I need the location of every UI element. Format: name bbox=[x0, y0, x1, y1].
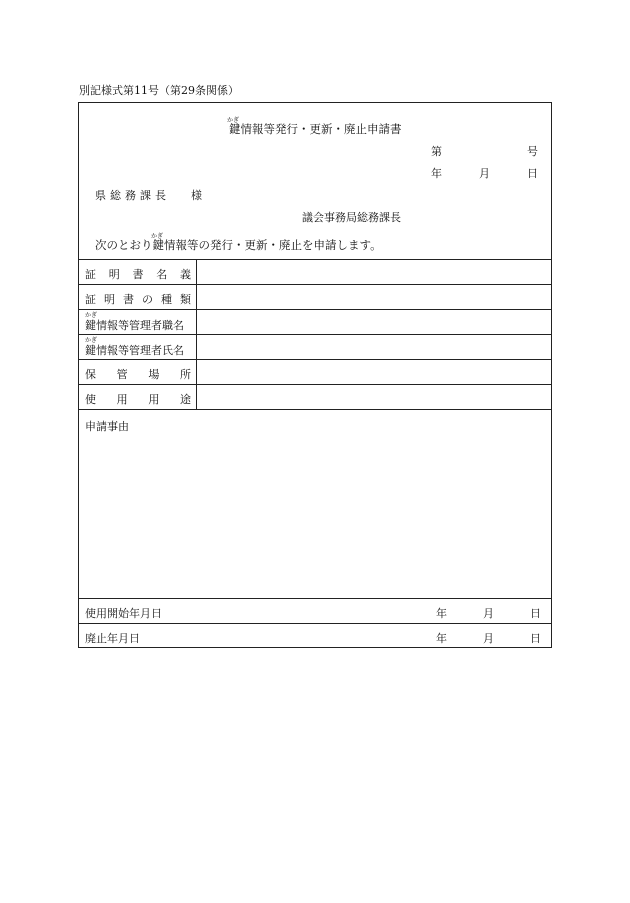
start-date-label: 使用開始年月日 bbox=[85, 607, 162, 620]
request-key-word: 鍵 bbox=[152, 238, 164, 252]
end-date-month: 月 bbox=[483, 632, 494, 645]
number-dai: 第 bbox=[431, 145, 442, 158]
certificate-holder-field[interactable] bbox=[198, 260, 551, 283]
request-sentence bbox=[95, 237, 382, 253]
sender: 議会事務局総務課長 bbox=[302, 211, 401, 224]
manager-name-ruby: かぎ bbox=[85, 337, 98, 344]
manager-title-field[interactable] bbox=[198, 310, 551, 333]
divider bbox=[79, 623, 551, 624]
form-title bbox=[229, 121, 402, 137]
addressee-honorific: 様 bbox=[191, 189, 202, 202]
label-column-divider bbox=[196, 259, 197, 409]
usage-purpose-label: 使 用 用 途 bbox=[85, 393, 191, 406]
storage-location-label: 保 管 場 所 bbox=[85, 368, 191, 381]
application-form bbox=[78, 102, 552, 648]
manager-title-label: 鍵情報等管理者職名 bbox=[85, 319, 184, 332]
start-date-month: 月 bbox=[483, 607, 494, 620]
divider bbox=[79, 598, 551, 599]
form-number-label: 別記様式第11号（第29条関係） bbox=[79, 84, 239, 97]
end-date-label: 廃止年月日 bbox=[85, 632, 140, 645]
divider bbox=[79, 409, 551, 410]
manager-name-label: 鍵情報等管理者氏名 bbox=[85, 344, 184, 357]
start-date-year: 年 bbox=[436, 607, 447, 620]
reason-label: 申請事由 bbox=[85, 420, 129, 433]
date-year: 年 bbox=[431, 167, 442, 180]
certificate-holder-label: 証 明 書 名 義 bbox=[85, 268, 191, 281]
storage-location-field[interactable] bbox=[198, 360, 551, 383]
title-rest: 情報等発行・更新・廃止申請書 bbox=[240, 122, 402, 136]
reason-field[interactable] bbox=[81, 433, 549, 595]
certificate-type-field[interactable] bbox=[198, 285, 551, 308]
certificate-type-label: 証 明 書 の 種 類 bbox=[85, 293, 191, 306]
request-ruby: かぎ bbox=[151, 233, 164, 240]
request-rest: 情報等の発行・更新・廃止を申請します。 bbox=[164, 238, 382, 252]
title-key-word: 鍵 bbox=[229, 122, 241, 136]
usage-purpose-field[interactable] bbox=[198, 385, 551, 408]
title-ruby: かぎ bbox=[227, 117, 240, 124]
start-date-day: 日 bbox=[530, 607, 541, 620]
end-date-day: 日 bbox=[530, 632, 541, 645]
date-day: 日 bbox=[527, 167, 538, 180]
manager-name-field[interactable] bbox=[198, 335, 551, 358]
date-month: 月 bbox=[479, 167, 490, 180]
end-date-year: 年 bbox=[436, 632, 447, 645]
manager-title-ruby: かぎ bbox=[85, 312, 98, 319]
number-go: 号 bbox=[527, 145, 538, 158]
addressee-name: 県総務課長 bbox=[95, 189, 170, 202]
request-prefix: 次のとおり bbox=[95, 238, 153, 252]
